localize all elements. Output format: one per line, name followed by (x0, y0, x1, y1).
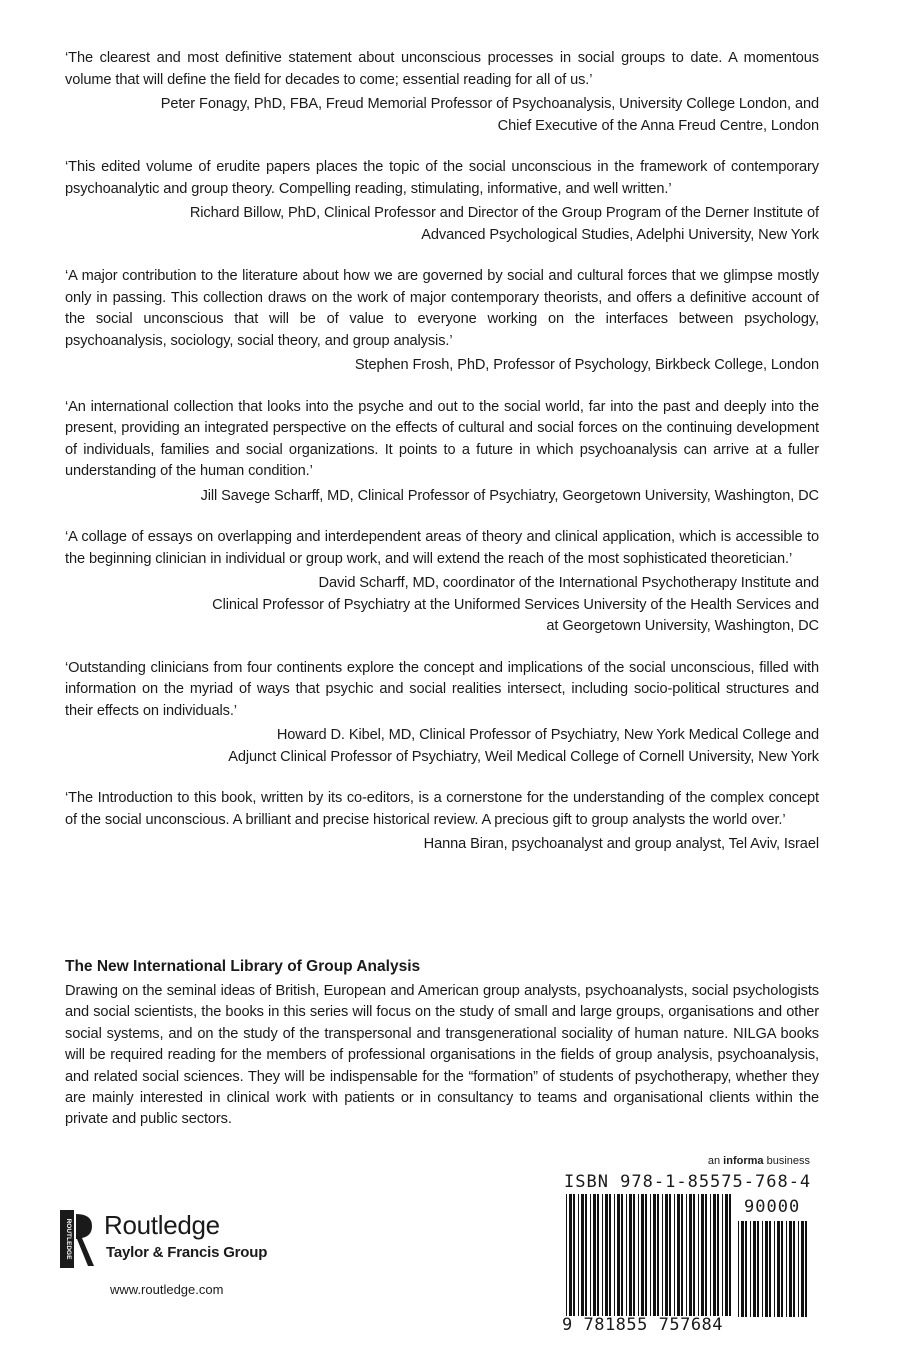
review-quote: ‘A collage of essays on overlapping and interdependent areas of theory and clinical application, which is accessible to the beginning clinician in individual or group work, and will extend the reach of the most sophisticated theoretician.’ (65, 529, 819, 567)
isbn-label: ISBN 978-1-85575-768-4 (564, 1172, 812, 1192)
barcode-bar (617, 1194, 620, 1316)
barcode-bar (798, 1221, 799, 1317)
barcode-bar (705, 1194, 707, 1316)
barcode-bar (674, 1194, 675, 1316)
barcode-bar (722, 1194, 723, 1316)
barcode-bar (717, 1194, 719, 1316)
barcode-bar (757, 1221, 759, 1317)
review-block (65, 658, 819, 769)
barcode-bar (573, 1194, 575, 1316)
series-description: Drawing on the seminal ideas of British, European and American group analysts, psychoanalysts, social psychologists and social scientists, the books in this series will focus on the study of small and large groups, organisations and other social systems, and on the study of the transpersonal and transgenerational sociality of human nature. NILGA books will be required reading for the members of professional organisations in the fields of group analysis, psychoanalysis, and related social sciences. They will be indispensable for the “formation” of students of psychotherapy, whether they are mainly interested in clinical work with patients or in consultancy to teams and organisational clients within the private and public sectors. (65, 983, 819, 1128)
review-quote: ‘An international collection that looks into the psyche and out to the social world, far into the past and deeply into the present, providing an integrated perspective on the effects of cultural and social forces on the continuing development of individuals, families and social organizations. It points to a future in which psychoanalysis can arrive at a fuller understanding of the human condition.’ (65, 398, 819, 479)
barcode-bar (669, 1194, 671, 1316)
review-attribution (65, 573, 819, 638)
barcode-bar (597, 1194, 599, 1316)
series-title: The New International Library of Group Analysis (65, 958, 421, 975)
attribution-line: Hanna Biran, psychoanalyst and group analyst, Tel Aviv, Israel (423, 836, 819, 852)
review-attribution (65, 355, 819, 377)
barcode-bar (566, 1194, 567, 1316)
attribution-line: Peter Fonagy, PhD, FBA, Freud Memorial Professor of Psychoanalysis, University College London, and (160, 96, 819, 112)
barcode-bar (578, 1194, 579, 1316)
barcode-bar (585, 1194, 587, 1316)
barcode-bar (801, 1221, 804, 1317)
routledge-logo-icon (58, 1208, 98, 1270)
review-block (65, 397, 819, 508)
routledge-logo (58, 1208, 308, 1270)
series-section (65, 958, 819, 1131)
logo-side-text: ROUTLEDGE (65, 1218, 72, 1260)
publisher-website: www.routledge.com (110, 1282, 224, 1297)
barcode-bar (745, 1221, 747, 1317)
attribution-line: Howard D. Kibel, MD, Clinical Professor of Psychiatry, New York Medical College and (276, 727, 819, 743)
review-quote: ‘The Introduction to this book, written by its co-editors, is a cornerstone for the understanding of the complex concept of the social unconscious. A brilliant and precise historical review. A precious gift to group analysts the world over.’ (65, 790, 819, 828)
barcode-bar (769, 1221, 771, 1317)
review-quote: ‘This edited volume of erudite papers places the topic of the social unconscious in the framework of contemporary psychoanalytic and group theory. Compelling reading, stimulating, informative, and well written.’ (65, 159, 819, 197)
informa-tagline (600, 1155, 810, 1167)
barcode-bar (762, 1221, 763, 1317)
barcode-bar (681, 1194, 683, 1316)
review-block (65, 48, 819, 137)
barcode-bar (765, 1221, 768, 1317)
review-attribution (65, 725, 819, 768)
barcode-bar (789, 1221, 792, 1317)
attribution-line: Adjunct Clinical Professor of Psychiatry, Weil Medical College of Cornell University, New York (228, 748, 819, 765)
barcode-bar (569, 1194, 572, 1316)
barcode-bar (781, 1221, 783, 1317)
barcode-bar (593, 1194, 596, 1316)
barcode-bar (713, 1194, 716, 1316)
barcode-bar (729, 1194, 731, 1316)
barcode-bar (657, 1194, 659, 1316)
review-attribution (65, 834, 819, 856)
isbn-barcode (562, 1172, 820, 1344)
barcode-bar (677, 1194, 680, 1316)
barcode-bars (566, 1194, 732, 1316)
barcode-bar (786, 1221, 787, 1317)
barcode-bar (777, 1221, 780, 1317)
barcode-bar (629, 1194, 632, 1316)
reviews-list (65, 48, 819, 856)
barcode-bar (689, 1194, 692, 1316)
barcode-bar (609, 1194, 611, 1316)
attribution-line: Clinical Professor of Psychiatry at the Uniformed Services University of the Health Services and (212, 596, 819, 613)
attribution-line: Chief Executive of the Anna Freud Centre, London (497, 117, 819, 134)
barcode-bar (650, 1194, 651, 1316)
barcode-bar (738, 1221, 739, 1317)
informa-brand: informa (723, 1155, 764, 1167)
publisher-group: Taylor & Francis Group (106, 1244, 268, 1261)
barcode-bar (686, 1194, 687, 1316)
price-barcode-bars (738, 1221, 812, 1317)
attribution-line: David Scharff, MD, coordinator of the International Psychotherapy Institute and (318, 575, 819, 591)
review-attribution (65, 203, 819, 246)
review-block (65, 527, 819, 638)
barcode-bar (621, 1194, 623, 1316)
publisher-name: Routledge (104, 1210, 220, 1240)
price-code: 90000 (744, 1197, 801, 1217)
review-quote: ‘The clearest and most definitive statement about unconscious processes in social groups to date. A momentous volume that will define the field for decades to come; essential reading for all of us.’ (65, 50, 819, 88)
review-quote: ‘A major contribution to the literature about how we are governed by social and cultural forces that we glimpse mostly only in passing. This collection draws on the work of major contemporary theorists, and offers a definitive account of the social unconscious that will be of value to everyone working on the interfaces between psychology, psychoanalysis, sociology, social theory, and group analysis.’ (65, 268, 819, 349)
review-attribution (65, 486, 819, 508)
reviews-section (65, 48, 819, 876)
barcode-bar (641, 1194, 644, 1316)
barcode-bar (653, 1194, 656, 1316)
barcode-bar (701, 1194, 704, 1316)
review-block (65, 157, 819, 246)
barcode-bar (665, 1194, 668, 1316)
barcode-bar (753, 1221, 756, 1317)
attribution-line: Richard Billow, PhD, Clinical Professor and Director of the Group Program of the Derner Institute of (189, 205, 819, 221)
barcode-bar (805, 1221, 807, 1317)
barcode-bar (638, 1194, 639, 1316)
review-quote: ‘Outstanding clinicians from four continents explore the concept and implications of the social unconscious, filled with information on the myriad of ways that psychic and social realities intersect, including socio-political structures and their effects on individuals.’ (65, 659, 819, 719)
attribution-line: Advanced Psychological Studies, Adelphi University, New York (421, 226, 819, 243)
barcode-bar (605, 1194, 608, 1316)
informa-suffix: business (766, 1155, 810, 1167)
barcode-bar (693, 1194, 695, 1316)
barcode-bar (614, 1194, 615, 1316)
review-block (65, 788, 819, 856)
barcode-bar (662, 1194, 663, 1316)
review-attribution (65, 94, 819, 137)
barcode-digits: 9 781855 757684 (562, 1315, 724, 1335)
barcode-bar (645, 1194, 647, 1316)
informa-prefix: an (707, 1155, 721, 1167)
barcode-bar (750, 1221, 751, 1317)
barcode-bar (590, 1194, 591, 1316)
barcode-bar (774, 1221, 775, 1317)
barcode-bar (626, 1194, 627, 1316)
barcode-bar (793, 1221, 795, 1317)
barcode-bar (710, 1194, 711, 1316)
barcode-bar (741, 1221, 744, 1317)
review-block (65, 266, 819, 377)
barcode-bar (725, 1194, 728, 1316)
barcode-bar (633, 1194, 635, 1316)
barcode-bar (602, 1194, 603, 1316)
attribution-line: at Georgetown University, Washington, DC (546, 618, 819, 634)
attribution-line: Jill Savege Scharff, MD, Clinical Professor of Psychiatry, Georgetown University, Washington, DC (200, 487, 819, 504)
barcode-bar (581, 1194, 584, 1316)
attribution-line: Stephen Frosh, PhD, Professor of Psychology, Birkbeck College, London (354, 357, 819, 373)
barcode-bar (698, 1194, 699, 1316)
